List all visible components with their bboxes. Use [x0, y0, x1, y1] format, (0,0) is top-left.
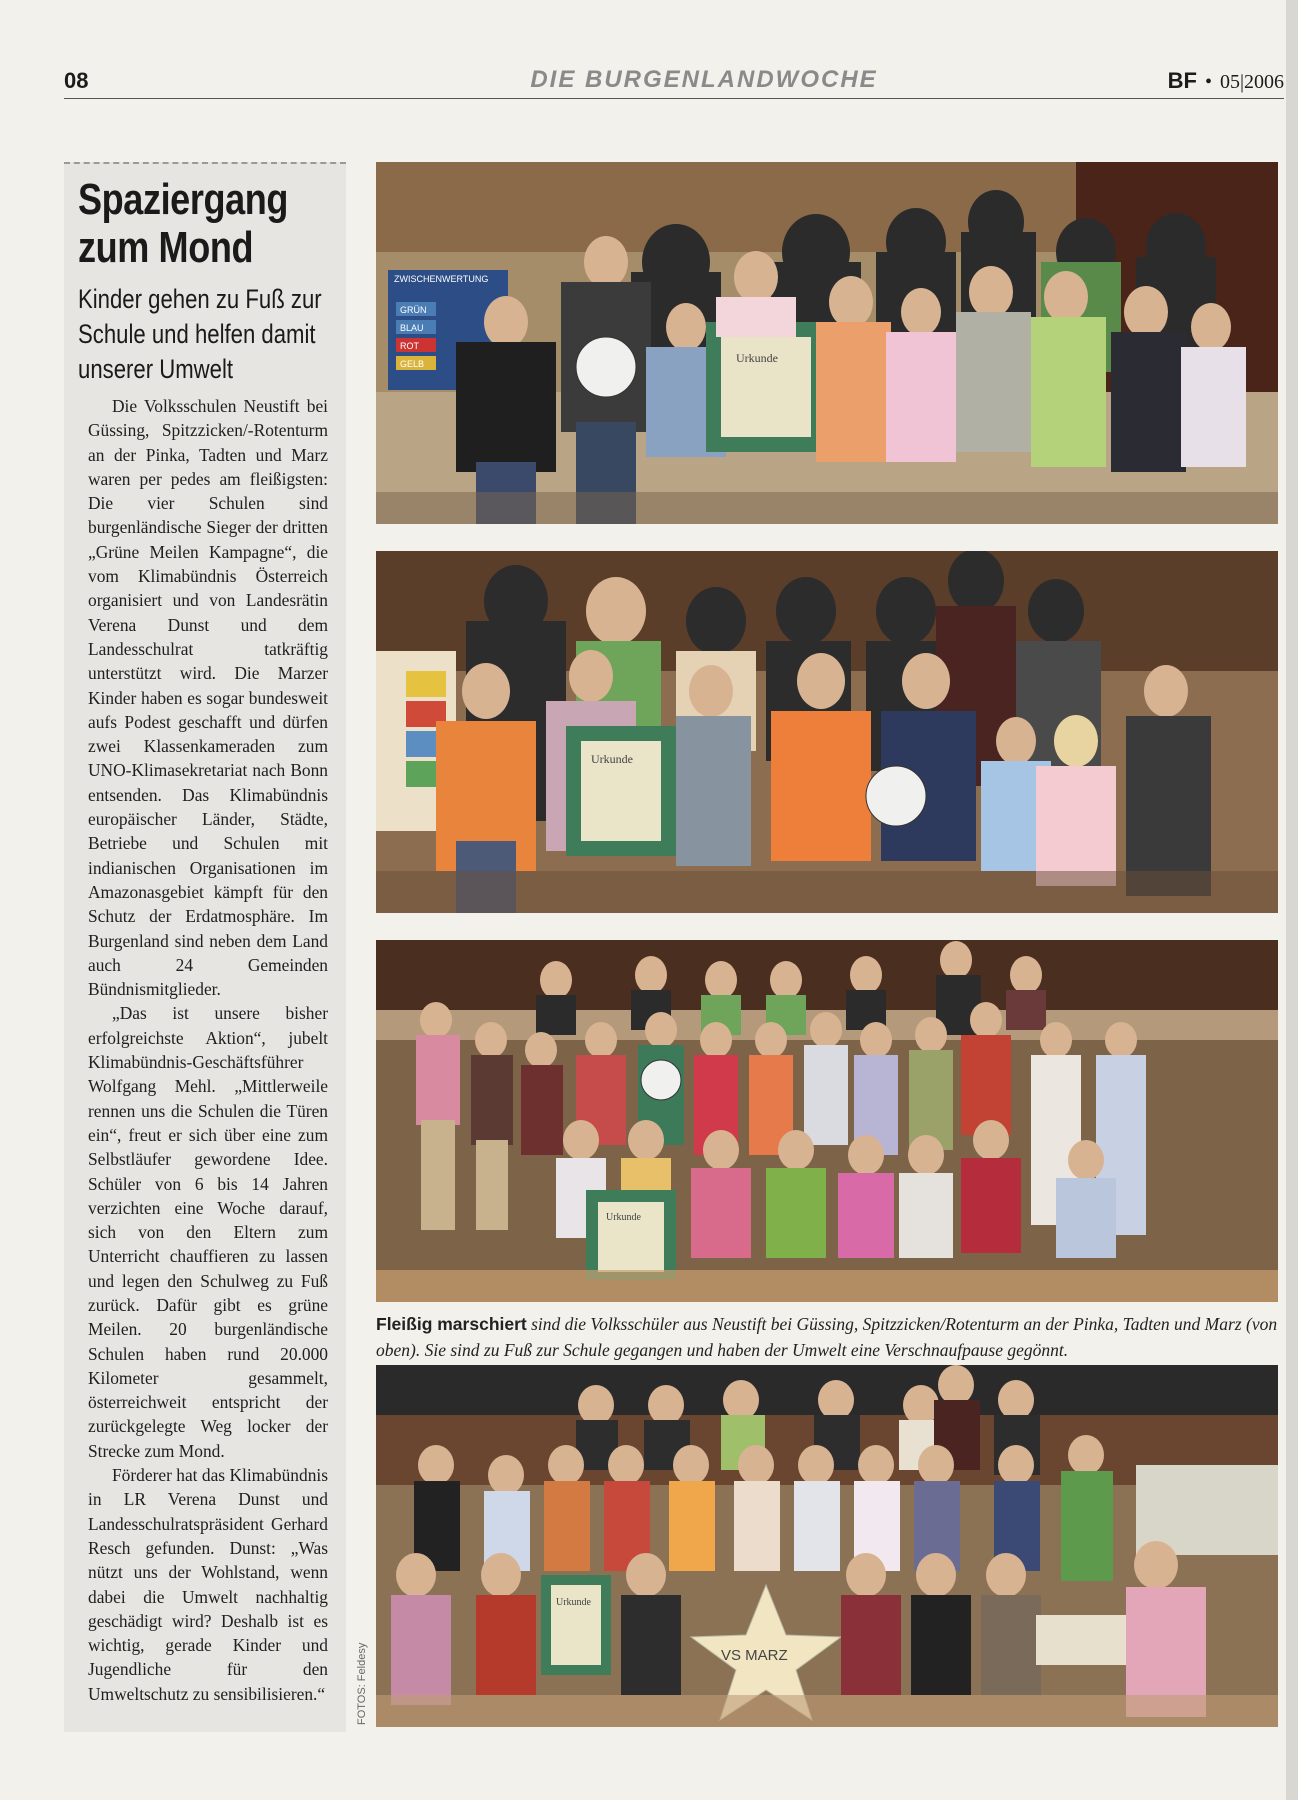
board-title: ZWISCHENWERTUNG — [394, 274, 489, 284]
board-row: GRÜN — [400, 305, 427, 315]
issue-info — [1168, 68, 1284, 94]
board-row: ROT — [400, 341, 419, 351]
issue-number: 05|2006 — [1219, 71, 1284, 93]
brand-logo: BF — [1167, 68, 1197, 93]
photo-caption — [376, 1311, 1278, 1363]
subhead-line-1: Kinder gehen zu Fuß zur — [78, 284, 322, 314]
headline-line-1: Spaziergang — [78, 175, 289, 224]
publication-title: DIE BURGENLANDWOCHE — [530, 66, 878, 93]
caption-lead: Fleißig marschiert — [376, 1314, 527, 1334]
photo-marz — [376, 1365, 1278, 1727]
dashed-divider — [64, 162, 346, 164]
article-body — [88, 394, 328, 1706]
page-number: 08 — [64, 68, 89, 93]
paragraph: Die Volksschulen Neustift bei Güssing, Spitzzicken/-Rotenturm an der Pinka, Tadten und Marz waren per pedes am fleißigsten: Die vier Schulen sind burgenländische Sieger der dritten „Grüne Meilen Kampagne“, die vom Klimabündnis Österreich organisiert und von Landesrätin Verena Dunst und dem Landesschulrat tatkräftig unterstützt wird. Die Marzer Kinder haben es sogar bundesweit aufs Podest geschafft und dürfen zwei Klassenkameraden zum UNO-Klimasekretariat nach Bonn entsenden. Das Klimabündnis europäischer Länder, Städte, Betriebe und Schulen mit indianischen Organisationen im Amazonasgebiet kämpft für den Schutz der Erdatmosphäre. Im Burgenland sind neben dem Land auch 24 Gemeinden Bündnismitglieder. — [88, 396, 328, 1000]
photo-spitzzicken — [376, 551, 1278, 913]
board-row: BLAU — [400, 323, 424, 333]
subhead-line-2: Schule und helfen damit — [78, 319, 316, 349]
article-headline — [78, 176, 291, 272]
certificate-label: Urkunde — [591, 752, 633, 766]
headline-line-2: zum Mond — [78, 223, 254, 272]
subhead-line-3: unserer Umwelt — [78, 354, 234, 384]
page-header — [64, 60, 1284, 100]
caption-text: sind die Volksschüler aus Neustift bei Güssing, Spitzzicken/Rotenturm an der Pinka, Tadten und Marz (von oben). Sie sind zu Fuß zur Schule gegangen und haben der Umwelt eine Verschnaufpause gegönnt. — [376, 1314, 1278, 1360]
article-column — [64, 162, 346, 1732]
paragraph: „Das ist unsere bisher erfolgreichste Aktion“, jubelt Klimabündnis-Geschäftsführer Wolfgang Mehl. „Mittlerweile rennen uns die Schulen die Türen ein“, freut er sich über eine zum Selbstläufer gewordene Idee. Schüler von 6 bis 14 Jahren verzichten eine Woche darauf, sich von den Eltern zum Unterricht chauffieren zu lassen und legen den Schulweg zu Fuß zurück. Dafür gibt es grüne Meilen. 20 burgenländische Schulen haben rund 20.000 Kilometer gesammelt, österreichweit entspricht der zurückgelegte Weg locker der Strecke zum Mond. — [88, 1003, 328, 1461]
certificate-label: Urkunde — [736, 351, 778, 365]
photo-tadten — [376, 940, 1278, 1302]
star-sign-label: VS MARZ — [721, 1647, 788, 1664]
certificate-label: Urkunde — [606, 1212, 641, 1223]
certificate-label: Urkunde — [556, 1597, 591, 1608]
separator-dot: • — [1204, 71, 1212, 93]
page-edge — [1286, 0, 1298, 1800]
header-rule — [64, 98, 1284, 99]
board-row: GELB — [400, 359, 425, 369]
article-subhead — [78, 282, 324, 387]
paragraph: Förderer hat das Klimabündnis in LR Verena Dunst und Landesschulratspräsident Gerhard Resch gefunden. Dunst: „Was nützt uns der Wohlstand, wenn dabei die Umwelt nachhaltig geschädigt wird? Deshalb ist es wichtig, gerade Kinder und Jugendliche für den Umweltschutz zu sensibilisieren.“ — [88, 1465, 328, 1704]
photo-neustift — [376, 162, 1278, 524]
